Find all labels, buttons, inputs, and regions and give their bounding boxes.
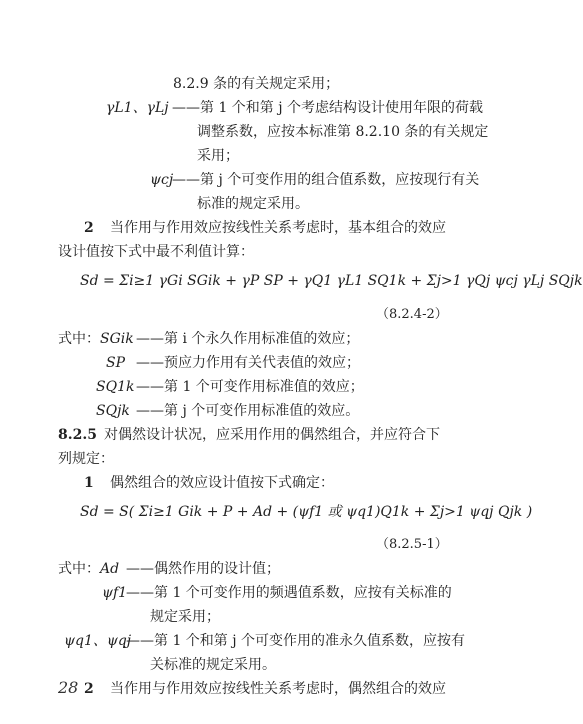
text-line: ——第 i 个永久作用标准值的效应； — [136, 331, 360, 347]
text-line: 式中： — [58, 331, 100, 347]
text-line: 标准的规定采用。 — [197, 196, 309, 212]
text-line: 当作用与作用效应按线性关系考虑时，基本组合的效应 — [110, 220, 446, 236]
text-line: ——预应力作用有关代表值的效应； — [136, 355, 360, 371]
equation-number: （8.2.4-2） — [376, 307, 448, 322]
text-line: 关标准的规定采用。 — [150, 657, 276, 673]
text-line: 规定采用； — [150, 609, 220, 625]
text-line: 设计值按下式中最不利值计算： — [58, 244, 254, 260]
symbol: SGik — [100, 331, 134, 347]
text-line: ——第 j 个可变作用的组合值系数，应按现行有关 — [172, 172, 480, 188]
symbol: ψq1、ψqj — [64, 633, 132, 649]
text-line: 当作用与作用效应按线性关系考虑时，偶然组合的效应 — [110, 681, 446, 697]
symbol: SQjk — [96, 403, 130, 419]
symbol: ψf1 — [102, 585, 128, 601]
symbol: ψcj — [150, 172, 174, 188]
equation-number: （8.2.5-1） — [376, 537, 448, 552]
item-number: 2 — [84, 681, 94, 697]
text-line: 列规定： — [58, 451, 114, 467]
page-number: 28 — [58, 678, 79, 697]
text-line: ——第 1 个可变作用的频遇值系数，应按有关标准的 — [126, 585, 452, 601]
symbol: SQ1k — [96, 379, 135, 395]
symbol: SP — [106, 355, 126, 371]
text-line: ——第 j 个可变作用标准值的效应。 — [136, 403, 360, 419]
text-line: ——第 1 个和第 j 个可变作用的准永久值系数，应按有 — [126, 633, 466, 649]
text-line: ——第 1 个和第 j 个考虑结构设计使用年限的荷载 — [172, 100, 484, 116]
text-line: 8.2.9 条的有关规定采用； — [173, 76, 340, 92]
equation: Sd = S( Σi≥1 Gik + P + Ad + (ψf1 或 ψq1)Q1k + Σj>1 ψqj Qjk ) — [80, 504, 533, 520]
clause-number: 8.2.5 — [58, 427, 97, 443]
symbol: Ad — [100, 561, 120, 577]
text-line: 调整系数，应按本标准第 8.2.10 条的有关规定 — [197, 124, 489, 140]
item-number: 1 — [84, 475, 94, 491]
equation: Sd = Σi≥1 γGi SGik + γP SP + γQ1 γL1 SQ1k + Σj>1 γQj ψcj γLj SQjk — [80, 273, 583, 289]
item-number: 2 — [84, 220, 94, 236]
text-line: ——第 1 个可变作用标准值的效应； — [136, 379, 364, 395]
text-line: 式中： — [58, 561, 100, 577]
text-line: 偶然组合的效应设计值按下式确定： — [110, 475, 334, 491]
text-line: 采用； — [197, 148, 239, 164]
text-line: ——偶然作用的设计值； — [126, 561, 280, 577]
text-line: 对偶然设计状况，应采用作用的偶然组合，并应符合下 — [104, 427, 440, 443]
symbol: γL1、γLj — [106, 100, 169, 116]
